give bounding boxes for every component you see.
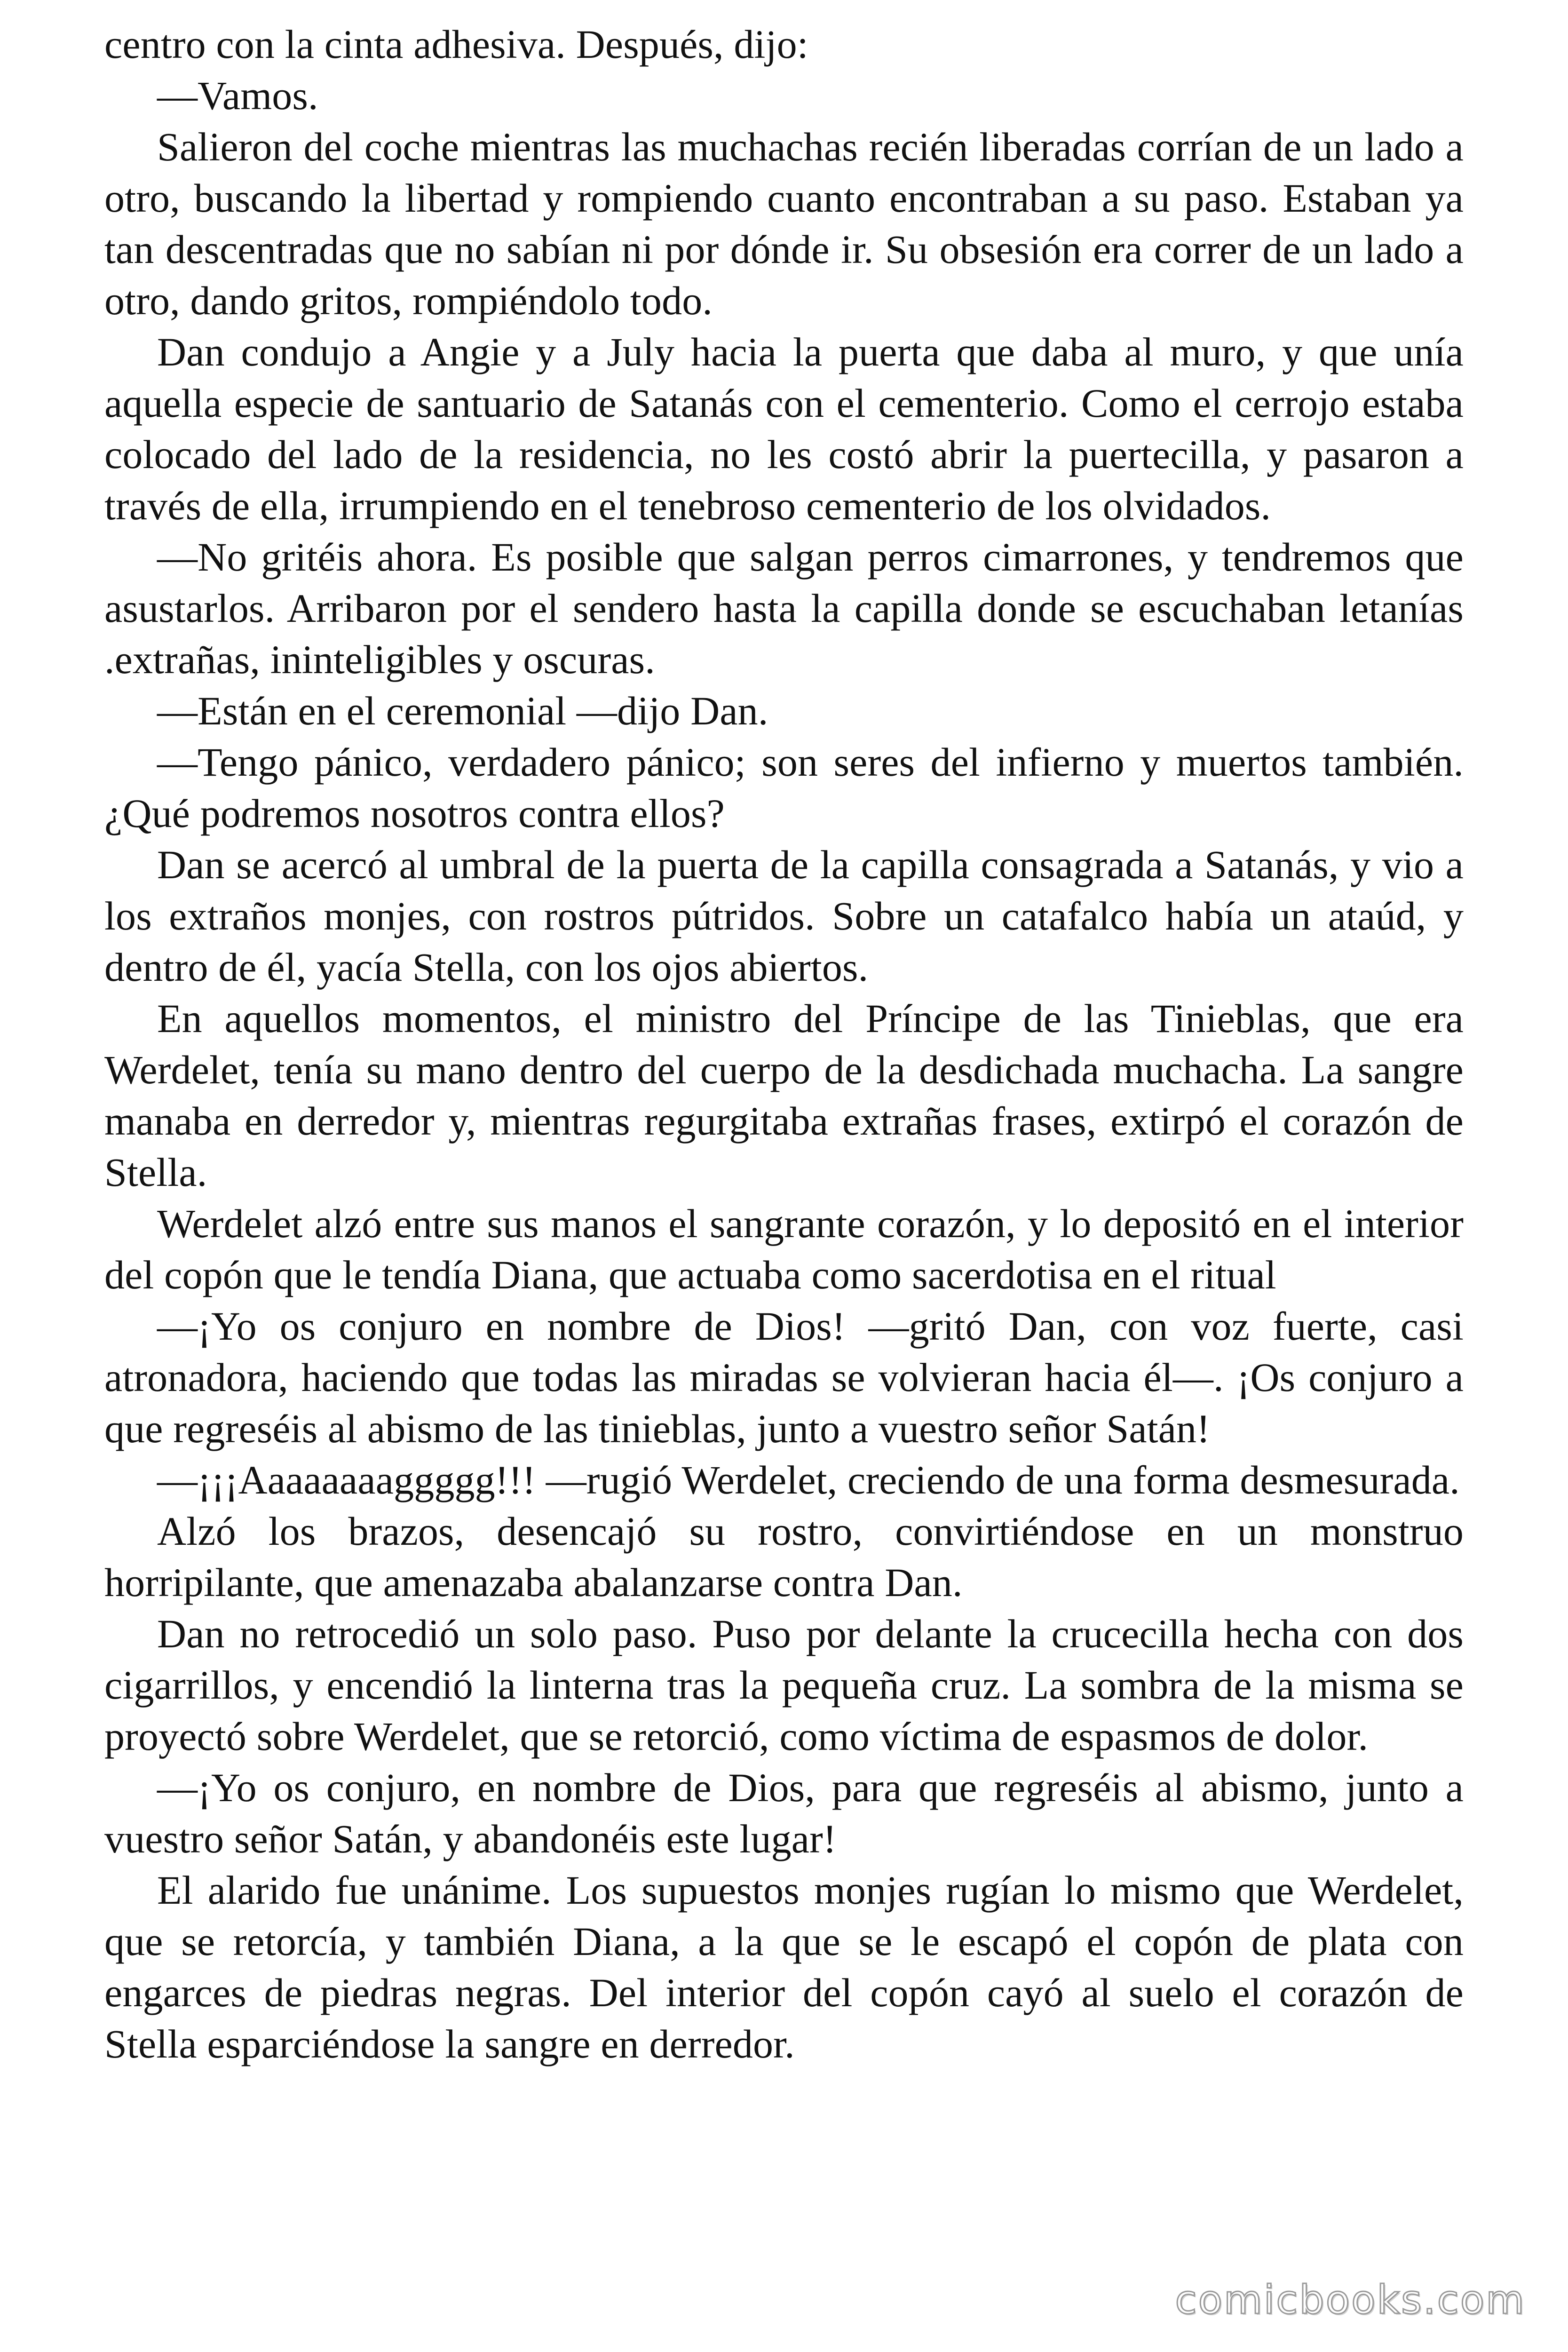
paragraph: Dan no retrocedió un solo paso. Puso por delante la crucecilla hecha con dos cigarrillos, y encendió la linterna tras la pequeña cruz. La sombra de la misma se proyectó sobre Werdelet, que se retorció, como víctima de espasmos de dolor. <box>104 1611 1464 1759</box>
paragraph: Dan condujo a Angie y a July hacia la puerta que daba al muro, y que unía aquella especie de santuario de Satanás con el cementerio. Como el cerrojo estaba colocado del lado de la residencia, no les costó abrir la puertecilla, y pasaron a través de ella, irrumpiendo en el tenebroso cementerio de los olvidados. <box>104 329 1464 528</box>
paragraph: En aquellos momentos, el ministro del Príncipe de las Tinieblas, que era Werdelet, tenía su mano dentro del cuerpo de la desdichada muchacha. La sangre manaba en derredor y, mientras regurgitaba extrañas frases, extirpó el corazón de Stella. <box>104 996 1464 1195</box>
paragraph: Salieron del coche mientras las muchachas recién liberadas corrían de un lado a otro, buscando la libertad y rompiendo cuanto encontraban a su paso. Estaban ya tan descentradas que no sabían ni por dónde ir. Su obsesión era correr de un lado a otro, dando gritos, rompiéndolo todo. <box>104 124 1464 323</box>
paragraph-dialogue: —Tengo pánico, verdadero pánico; son seres del infierno y muertos también. ¿Qué podremos nosotros contra ellos? <box>104 739 1464 836</box>
paragraph-dialogue: —¡Yo os conjuro en nombre de Dios! —gritó Dan, con voz fuerte, casi atronadora, haciendo que todas las miradas se volvieran hacia él—. ¡Os conjuro a que regreséis al abismo de las tinieblas, junto a vuestro señor Satán! <box>104 1303 1464 1451</box>
paragraph-dialogue: —Están en el ceremonial —dijo Dan. <box>157 688 768 733</box>
paragraph-dialogue: —No gritéis ahora. Es posible que salgan perros cimarrones, y tendremos que asustarlos. Arribaron por el sendero hasta la capilla donde se escuchaban letanías .extrañas, ininteligibles y oscuras. <box>104 534 1464 682</box>
paragraph: El alarido fue unánime. Los supuestos monjes rugían lo mismo que Werdelet, que se retorcía, y también Diana, a la que se le escapó el copón de plata con engarces de piedras negras. Del interior del copón cayó al suelo el corazón de Stella esparciéndose la sangre en derredor. <box>104 1867 1464 2066</box>
paragraph: Werdelet alzó entre sus manos el sangrante corazón, y lo depositó en el interior del copón que le tendía Diana, que actuaba como sacerdotisa en el ritual <box>104 1201 1464 1297</box>
paragraph-dialogue: —Vamos. <box>157 73 318 118</box>
paragraph: Alzó los brazos, desencajó su rostro, convirtiéndose en un monstruo horripilante, que amenazaba abalanzarse contra Dan. <box>104 1509 1464 1605</box>
body-text <box>104 19 1464 2070</box>
paragraph-continuation: centro con la cinta adhesiva. Después, dijo: <box>104 22 808 67</box>
paragraph: Dan se acercó al umbral de la puerta de la capilla consagrada a Satanás, y vio a los extraños monjes, con rostros pútridos. Sobre un catafalco había un ataúd, y dentro de él, yacía Stella, con los ojos abiertos. <box>104 842 1464 990</box>
watermark-logo: comicbooks.com <box>1175 2277 1526 2323</box>
paragraph-dialogue: —¡¡¡Aaaaaaaaggggg!!! —rugió Werdelet, creciendo de una forma desmesurada. <box>157 1457 1460 1502</box>
paragraph-dialogue: —¡Yo os conjuro, en nombre de Dios, para que regreséis al abismo, junto a vuestro señor Satán, y abandonéis este lugar! <box>104 1765 1464 1861</box>
